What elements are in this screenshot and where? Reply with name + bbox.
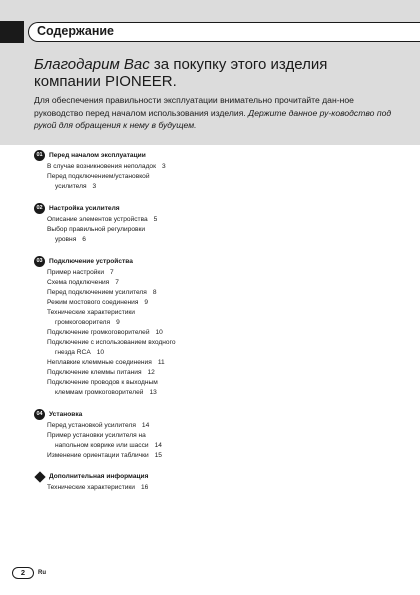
- page-number: 2: [12, 567, 34, 579]
- toc-entry-text: Подключение проводов к выходным: [47, 379, 158, 386]
- toc-entry-page: 11: [157, 359, 165, 366]
- toc-section-heading[interactable]: [34, 256, 294, 267]
- toc-section-title: Подключение устройства: [49, 257, 133, 265]
- toc-entry-page: 8: [152, 289, 157, 296]
- toc-entry-page: 9: [116, 319, 120, 326]
- toc-entries: [34, 483, 294, 493]
- toc-entry-page: 10: [96, 349, 105, 356]
- intro-title: [34, 56, 394, 90]
- toc-entry-page: 15: [154, 452, 162, 459]
- toc-entry-text-line2: клеммам громкоговорителей: [55, 389, 144, 396]
- toc-section-heading[interactable]: [34, 150, 294, 161]
- toc-entry[interactable]: [47, 288, 294, 298]
- toc-entry-text-line2: уровня: [55, 236, 77, 243]
- intro-text-regular: Для обеспечения правильности эксплуатации внимательно прочитайте дан-ное руководство перед началом использования изделия.: [34, 95, 354, 118]
- toc-entry-text-continued: [47, 441, 294, 451]
- toc-entries: [34, 421, 294, 461]
- toc-entry-text: Технические характеристики: [47, 484, 135, 491]
- toc-entry-page: 7: [110, 269, 114, 276]
- toc-entry[interactable]: [47, 368, 294, 378]
- toc-entry[interactable]: [47, 483, 294, 493]
- toc-entry-text: Схема подключения: [47, 279, 110, 286]
- toc-entry-text: В случае возникновения неполадок: [47, 163, 156, 170]
- page-footer: [12, 566, 46, 579]
- toc-entry[interactable]: [47, 421, 294, 431]
- intro-text: [34, 94, 398, 132]
- toc-entry[interactable]: [47, 328, 294, 338]
- toc-section: [34, 203, 294, 245]
- section-number-badge: 04: [34, 409, 45, 420]
- toc-entry-text: Режим мостового соединения: [47, 299, 139, 306]
- toc-entry[interactable]: [47, 225, 294, 245]
- toc-entry[interactable]: [47, 338, 294, 358]
- toc-entry[interactable]: [47, 378, 294, 398]
- toc-section-title: Дополнительная информация: [49, 473, 149, 480]
- toc-entry-page: 14: [141, 422, 150, 429]
- header-tab-marker: [0, 21, 24, 43]
- toc-entry[interactable]: [47, 215, 294, 225]
- toc-entry-page: 3: [161, 163, 166, 170]
- intro-title-italic: Благодарим Вас: [34, 56, 150, 73]
- toc-entry-text: Пример установки усилителя на: [47, 432, 146, 439]
- toc-entry-page: 9: [144, 299, 149, 306]
- toc-entry[interactable]: [47, 172, 294, 192]
- toc-entry[interactable]: [47, 431, 294, 451]
- toc-section: [34, 409, 294, 461]
- toc-entry-page: 12: [147, 369, 155, 376]
- toc-entry-text: Выбор правильной регулировки: [47, 226, 146, 233]
- toc-entry[interactable]: [47, 451, 294, 461]
- toc-entry[interactable]: [47, 308, 294, 328]
- toc-entry-page: 5: [153, 216, 158, 223]
- toc-entry-page: 7: [115, 279, 119, 286]
- toc-entry-text: Перед подключением/установкой: [47, 173, 150, 180]
- toc-entry[interactable]: [47, 278, 294, 288]
- toc-entry-text-continued: [47, 235, 294, 245]
- toc-entry-page: 14: [154, 442, 162, 449]
- toc-section-title: Установка: [49, 410, 83, 418]
- section-number-badge: 01: [34, 150, 45, 161]
- toc-entry-text-continued: [47, 182, 294, 192]
- toc-entry-text: Подключение громкоговорителей: [47, 329, 150, 336]
- intro-text-italic: Держите данное ру-ководство под рукой для обращения к нему в будущем.: [34, 107, 392, 130]
- table-of-contents: [34, 150, 294, 504]
- toc-section: [34, 150, 294, 192]
- toc-section-title: Настройка усилителя: [49, 204, 120, 212]
- toc-entry-page: 6: [82, 236, 86, 243]
- toc-section-heading[interactable]: [34, 203, 294, 214]
- toc-section-extra: [34, 472, 294, 493]
- toc-section-heading[interactable]: [34, 409, 294, 420]
- diamond-icon: [34, 471, 45, 482]
- toc-entry-text: Описание элементов устройства: [47, 216, 148, 223]
- toc-entries: [34, 162, 294, 192]
- section-number-badge: 03: [34, 256, 45, 267]
- toc-section-heading[interactable]: [34, 472, 294, 482]
- toc-entry-text-continued: [47, 348, 294, 358]
- toc-entry-text: Неплавкие клеммные соединения: [47, 359, 152, 366]
- toc-entry-text: Перед установкой усилителя: [47, 422, 136, 429]
- toc-entry[interactable]: [47, 162, 294, 172]
- toc-entry-text-line2: усилителя: [55, 183, 87, 190]
- toc-entry[interactable]: [47, 358, 294, 368]
- toc-entry-page: 3: [92, 183, 97, 190]
- toc-entry-text: Перед подключением усилителя: [47, 289, 147, 296]
- toc-entries: [34, 268, 294, 398]
- toc-entry-text-continued: [47, 318, 294, 328]
- toc-section: [34, 256, 294, 398]
- intro-title-rest: за покупку этого изделия компании PIONEER.: [34, 56, 328, 90]
- toc-entry-page: 13: [149, 389, 157, 396]
- section-title: Содержание: [28, 22, 420, 42]
- toc-entry-text: Технические характеристики: [47, 309, 135, 316]
- toc-entry-text-continued: [47, 388, 294, 398]
- toc-section-title: Перед началом эксплуатации: [49, 151, 146, 159]
- toc-entries: [34, 215, 294, 245]
- language-code: Ru: [38, 569, 46, 576]
- toc-entry[interactable]: [47, 268, 294, 278]
- toc-entry-text: Подключение с использованием входного: [47, 339, 176, 346]
- toc-entry-text: Подключение клеммы питания: [47, 369, 142, 376]
- toc-entry-text-line2: напольном коврике или шасси: [55, 442, 149, 449]
- toc-entry-text-line2: гнезда RCA: [55, 349, 91, 356]
- toc-entry-text-line2: громкоговорителя: [55, 319, 111, 326]
- toc-entry[interactable]: [47, 298, 294, 308]
- toc-entry-page: 16: [140, 484, 149, 491]
- toc-entry-text: Пример настройки: [47, 269, 104, 276]
- toc-entry-text: Изменение ориентации таблички: [47, 452, 149, 459]
- section-number-badge: 02: [34, 203, 45, 214]
- toc-entry-page: 10: [155, 329, 163, 336]
